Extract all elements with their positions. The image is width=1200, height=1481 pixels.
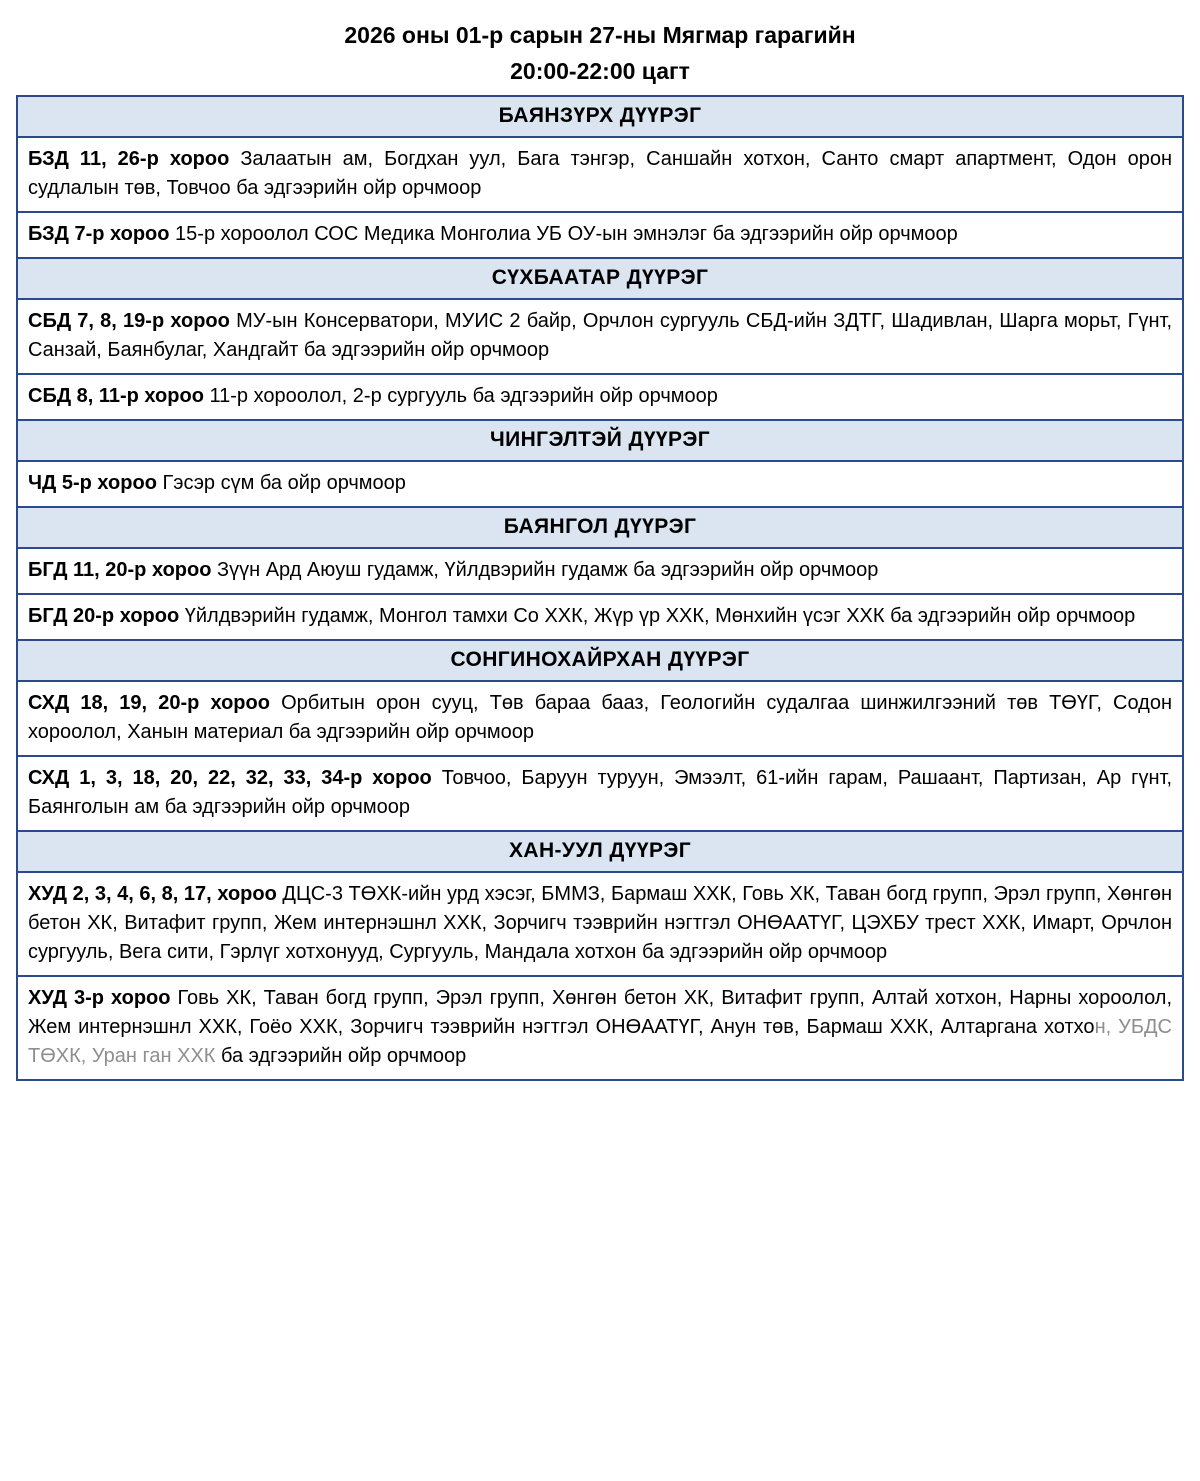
outage-entry [17,594,1183,640]
entry-text: Гэсэр сүм ба ойр орчмоор [156,472,406,495]
entry-lead: СБД 7, 8, 19-р хороо [28,310,230,333]
outage-entry [17,756,1183,831]
table-row [17,594,1183,640]
table-row [17,548,1183,594]
district-header-row [17,420,1183,461]
outage-entry [17,461,1183,507]
entry-text: МУ-ын Консерватори, МУИС 2 байр, Орчлон сургууль СБД-ийн ЗДТГ, Шадивлан, Шарга морьт, Гүнт, Санзай, Баянбулаг, Хандгайт ба эдгээрийн ойр орчмоор [28,310,1172,362]
table-row [17,976,1183,1080]
district-name: ХАН-УУЛ ДҮҮРЭГ [17,831,1183,872]
table-row [17,681,1183,756]
table-row [17,299,1183,374]
table-row [17,137,1183,212]
entry-lead: СХД 1, 3, 18, 20, 22, 32, 33, 34-р хороо [28,767,432,790]
entry-lead: ХУД 3-р хороо [28,987,171,1010]
entry-lead: ХУД 2, 3, 4, 6, 8, 17, хороо [28,883,277,906]
district-header-row [17,831,1183,872]
entry-text: Орбитын орон сууц, Төв бараа бааз, Геологийн судалгаа шинжилгээний төв ТӨҮГ, Содон хороолол, Ханын материал ба эдгээрийн ойр орчмоор [28,692,1173,744]
entry-text: Товчоо, Баруун туруун, Эмээлт, 61-ийн гарам, Рашаант, Партизан, Ар гүнт, Баянголын ам ба эдгээрийн ойр орчмоор [28,767,1172,819]
table-row [17,374,1183,420]
outage-entry [17,212,1183,258]
district-header-row [17,640,1183,681]
entry-lead: БГД 20-р хороо [28,605,180,628]
entry-text: Зүүн Ард Аюуш гудамж, Үйлдвэрийн гудамж ба эдгээрийн ойр орчмоор [211,559,879,582]
entry-text: 15-р хороолол СОС Медика Монголиа УБ ОУ-ын эмнэлэг ба эдгээрийн ойр орчмоор [169,223,958,246]
entry-lead: СБД 8, 11-р хороо [28,385,204,408]
entry-text-tail: ба эдгээрийн ойр орчмоор [215,1045,467,1068]
entry-text-faded: н, УБДС ТӨХК, Уран ган ХХК [28,1016,1172,1068]
page-title-line1: 2026 оны 01-р сарын 27-ны Мягмар гарагийн [344,22,856,48]
entry-text: 11-р хороолол, 2-р сургууль ба эдгээрийн ойр орчмоор [203,385,718,408]
entry-lead: БЗД 7-р хороо [28,223,170,246]
outage-schedule-table [16,95,1184,1081]
district-name: БАЯНЗҮРХ ДҮҮРЭГ [17,96,1183,137]
schedule-body [17,96,1183,1080]
district-name: СОНГИНОХАЙРХАН ДҮҮРЭГ [17,640,1183,681]
outage-entry [17,976,1183,1080]
table-row [17,872,1183,976]
district-header-row [17,96,1183,137]
outage-entry [17,299,1183,374]
outage-entry [17,872,1183,976]
entry-text: Үйлдвэрийн гудамж, Монгол тамхи Со ХХК, Жүр үр ХХК, Мөнхийн үсэг ХХК ба эдгээрийн ойр орчмоор [179,605,1136,628]
table-row [17,212,1183,258]
district-name: БАЯНГОЛ ДҮҮРЭГ [17,507,1183,548]
entry-text: Говь ХК, Таван богд групп, Эрэл групп, Хөнгөн бетон ХК, Витафит групп, Алтай хотхон, Нарны хороолол, Жем интернэшнл ХХК, Гоёо ХХК, Зорчигч тээврийн нэгтгэл ОНӨААТҮГ, Анун төв, Бармаш ХХК, Алтаргана хотхо [28,987,1173,1039]
district-name: ЧИНГЭЛТЭЙ ДҮҮРЭГ [17,420,1183,461]
page-title [16,18,1184,89]
outage-entry [17,681,1183,756]
district-header-row [17,258,1183,299]
outage-entry [17,137,1183,212]
outage-entry [17,374,1183,420]
page-title-line2: 20:00-22:00 цагт [510,57,690,84]
table-row [17,756,1183,831]
district-header-row [17,507,1183,548]
table-row [17,461,1183,507]
entry-text: ДЦС-3 ТӨХК-ийн урд хэсэг, БММЗ, Бармаш ХХК, Говь ХК, Таван богд групп, Эрэл групп, Хөнгөн бетон ХК, Витафит групп, Жем интернэшнл ХХК, Зорчигч тээврийн нэгтгэл ОНӨААТҮГ, ЦЭХБУ трест ХХК, Имарт, Орчлон сургууль, Вега сити, Гэрлүг хотхонууд, Сургууль, Мандала хотхон ба эдгээрийн ойр орчмоор [28,883,1172,964]
entry-lead: СХД 18, 19, 20-р хороо [28,692,270,715]
entry-lead: БЗД 11, 26-р хороо [28,148,230,171]
district-name: СҮХБААТАР ДҮҮРЭГ [17,258,1183,299]
outage-entry [17,548,1183,594]
entry-lead: БГД 11, 20-р хороо [28,559,212,582]
entry-text: Залаатын ам, Богдхан уул, Бага тэнгэр, Саншайн хотхон, Санто смарт апартмент, Одон орон судлалын төв, Товчоо ба эдгээрийн ойр орчмоор [28,148,1172,200]
entry-lead: ЧД 5-р хороо [28,472,157,495]
